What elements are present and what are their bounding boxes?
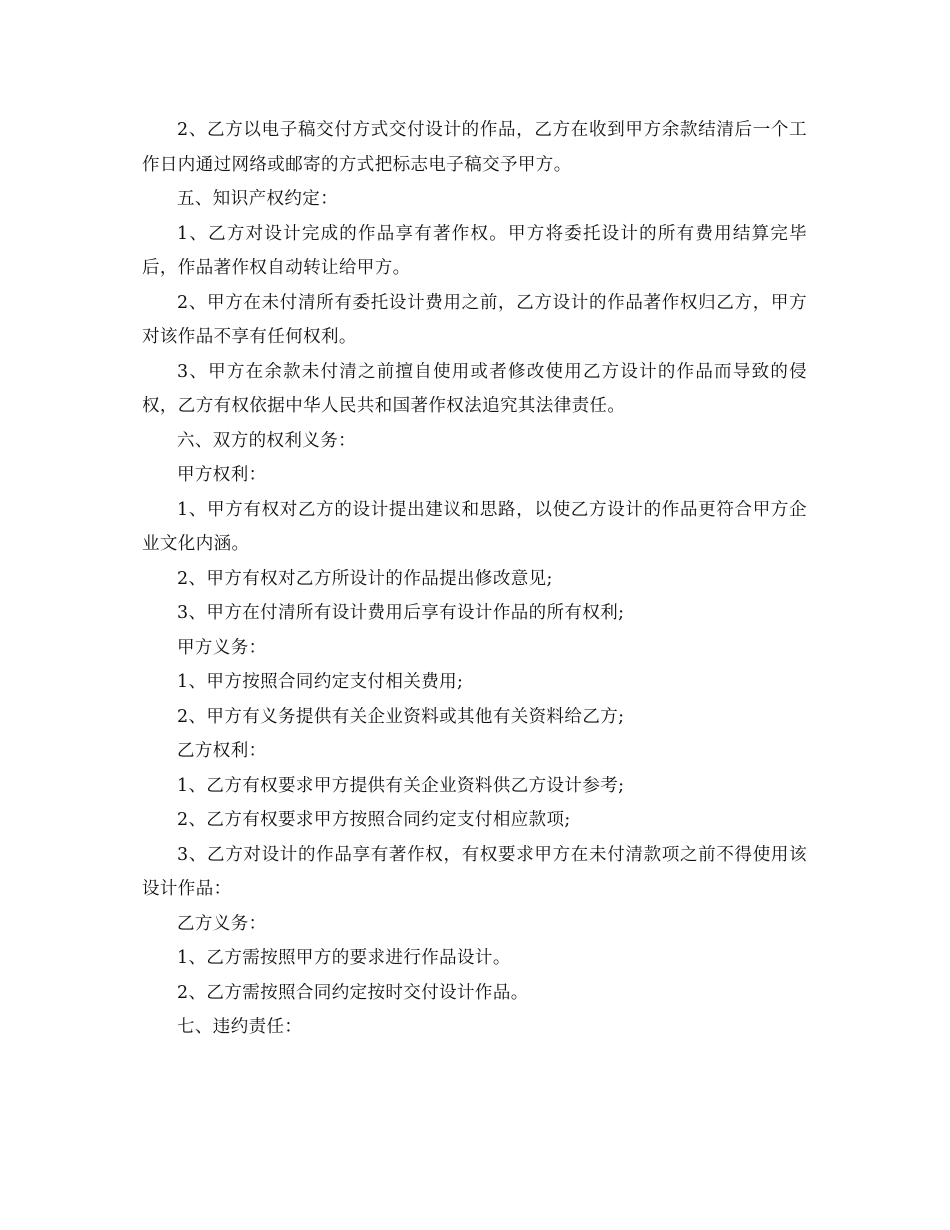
subheading-party-a-duties: 甲方义务：: [177, 637, 267, 658]
paragraph-ip-3: 3、甲方在余款未付清之前擅自使用或者修改使用乙方设计的作品而导致的侵权，乙方有权依据中华人民共和国著作权法追究其法律责任。: [142, 361, 807, 416]
section-heading-breach: 七、违约责任：: [177, 1017, 303, 1037]
paragraph-ip-2: 2、甲方在未付清所有委托设计费用之前，乙方设计的作品著作权归乙方，甲方对该作品不享有任何权利。: [142, 292, 807, 347]
paragraph-b-duties-2: 2、乙方需按照合同约定按时交付设计作品。: [177, 982, 529, 1003]
section-heading-rights: 六、双方的权利义务：: [177, 430, 356, 451]
subheading-party-b-duties: 乙方义务：: [177, 913, 267, 934]
paragraph-b-duties-1: 1、乙方需按照甲方的要求进行作品设计。: [177, 948, 511, 968]
paragraph-delivery-clause: 2、乙方以电子稿交付方式交付设计的作品，乙方在收到甲方余款结清后一个工作日内通过网络或邮寄的方式把标志电子稿交予甲方。: [142, 120, 807, 175]
subheading-party-b-rights: 乙方权利：: [177, 741, 267, 761]
paragraph-a-rights-2: 2、甲方有权对乙方所设计的作品提出修改意见;: [177, 568, 553, 589]
paragraph-b-rights-3: 3、乙方对设计的作品享有著作权，有权要求甲方在未付清款项之前不得使用该设计作品：: [142, 844, 807, 899]
paragraph-b-rights-1: 1、乙方有权要求甲方提供有关企业资料供乙方设计参考;: [177, 775, 625, 796]
section-heading-ip: 五、知识产权约定：: [177, 189, 339, 209]
paragraph-ip-1: 1、乙方对设计完成的作品享有著作权。甲方将委托设计的所有费用结算完毕后，作品著作权自动转让给甲方。: [142, 223, 807, 278]
document-body: [142, 113, 807, 1045]
paragraph-a-duties-2: 2、甲方有义务提供有关企业资料或其他有关资料给乙方;: [177, 706, 625, 727]
subheading-party-a-rights: 甲方权利：: [177, 465, 267, 485]
paragraph-a-rights-3: 3、甲方在付清所有设计费用后享有设计作品的所有权利;: [177, 603, 625, 623]
paragraph-b-rights-2: 2、乙方有权要求甲方按照合同约定支付相应款项;: [177, 810, 571, 830]
paragraph-a-rights-1: 1、甲方有权对乙方的设计提出建议和思路，以使乙方设计的作品更符合甲方企业文化内涵。: [142, 499, 807, 554]
paragraph-a-duties-1: 1、甲方按照合同约定支付相关费用;: [177, 672, 464, 692]
